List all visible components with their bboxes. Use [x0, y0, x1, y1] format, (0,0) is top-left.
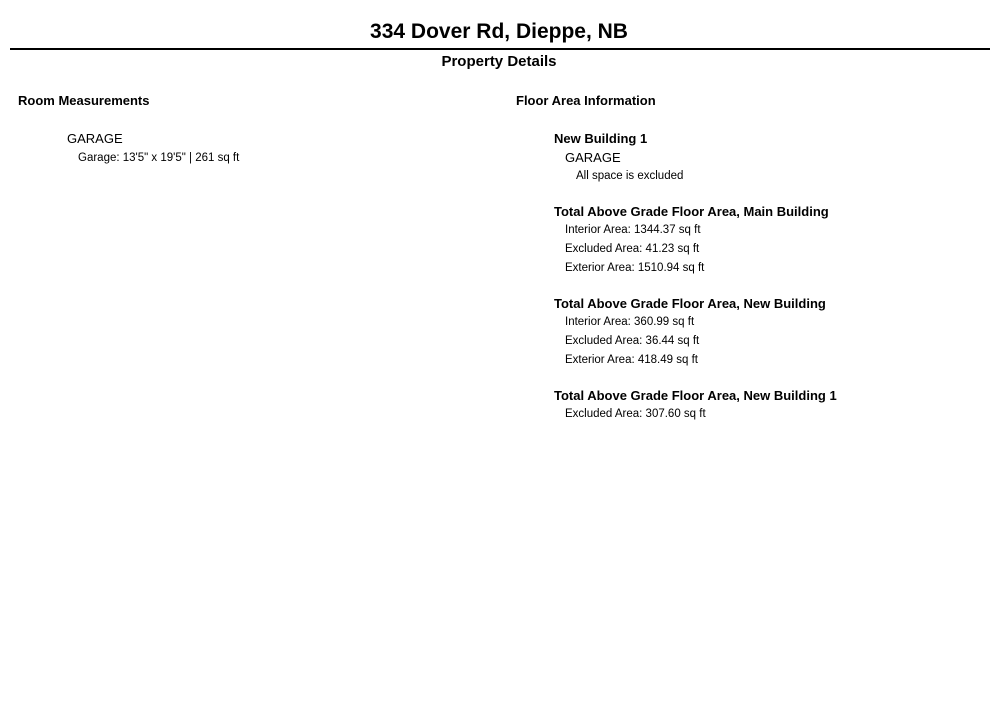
main-building-excluded-area: Excluded Area: 41.23 sq ft	[565, 243, 700, 255]
room-measurements-heading: Room Measurements	[18, 93, 150, 108]
page-subtitle: Property Details	[441, 53, 557, 70]
room-level-name: GARAGE	[67, 131, 123, 146]
page-title: 334 Dover Rd, Dieppe, NB	[370, 20, 628, 43]
main-building-total-title: Total Above Grade Floor Area, Main Building	[554, 204, 829, 219]
new-building-exterior-area: Exterior Area: 418.49 sq ft	[565, 354, 698, 366]
new-building-1-note: All space is excluded	[576, 170, 684, 182]
room-measurements-section	[67, 130, 239, 167]
main-building-exterior-area: Exterior Area: 1510.94 sq ft	[565, 262, 705, 274]
title-divider	[10, 48, 990, 50]
new-building-1-total-title: Total Above Grade Floor Area, New Building 1	[554, 388, 837, 403]
new-building-1-total-section	[554, 387, 837, 423]
new-building-excluded-area: Excluded Area: 36.44 sq ft	[565, 335, 700, 347]
floor-area-heading: Floor Area Information	[516, 93, 656, 108]
room-measurement-line: Garage: 13'5" x 19'5" | 261 sq ft	[78, 152, 240, 164]
floor-area-section	[554, 130, 837, 441]
new-building-total-section	[554, 295, 837, 369]
new-building-interior-area: Interior Area: 360.99 sq ft	[565, 316, 695, 328]
new-building-1-section	[554, 130, 837, 185]
new-building-1-excluded-area: Excluded Area: 307.60 sq ft	[565, 408, 706, 420]
new-building-1-level: GARAGE	[565, 150, 621, 165]
new-building-1-title: New Building 1	[554, 131, 648, 146]
new-building-total-title: Total Above Grade Floor Area, New Building	[554, 296, 826, 311]
main-building-total-section	[554, 203, 837, 277]
main-building-interior-area: Interior Area: 1344.37 sq ft	[565, 224, 701, 236]
